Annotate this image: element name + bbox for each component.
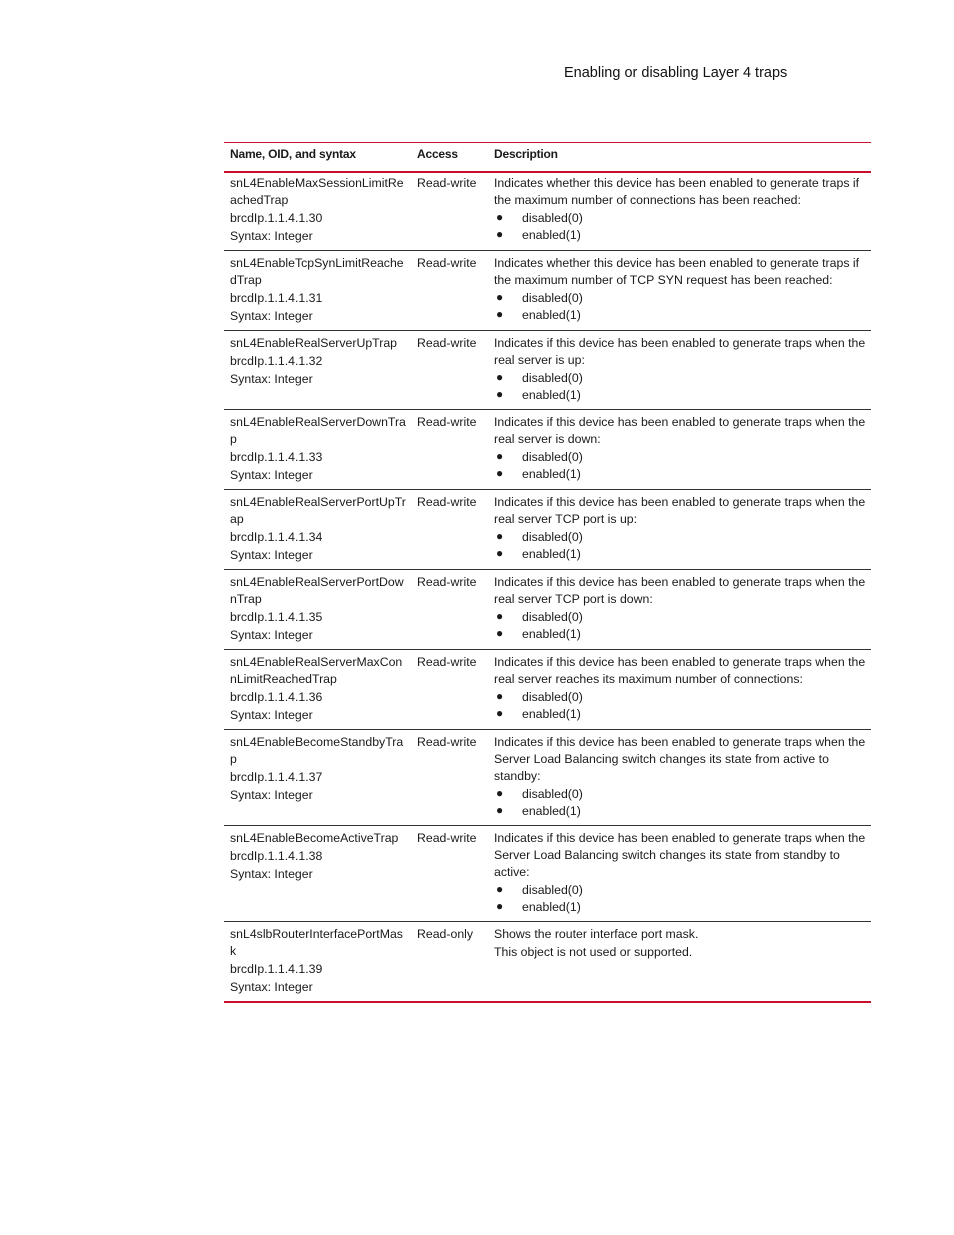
bullet-icon: ● — [496, 370, 504, 384]
bullet-icon: ● — [496, 387, 504, 401]
option-item — [494, 899, 867, 916]
name-oid-syntax-cell — [224, 826, 411, 922]
description-cell — [488, 251, 871, 331]
access-cell: Read-write — [417, 336, 477, 350]
bullet-icon: ● — [496, 786, 504, 800]
access-cell: Read-write — [417, 415, 477, 429]
description-text: Indicates if this device has been enabled to generate traps when the Server Load Balancing switch changes its state from active to standby: — [494, 735, 866, 783]
option-value: disabled(0) — [522, 291, 583, 305]
bullet-icon: ● — [496, 803, 504, 817]
description-cell — [488, 331, 871, 410]
object-name: snL4EnableRealServerPortDownTrap — [230, 575, 404, 606]
access-cell: Read-write — [417, 256, 477, 270]
column-header-access: Access — [417, 147, 458, 161]
bullet-icon: ● — [496, 882, 504, 896]
option-list — [494, 210, 867, 244]
table-row — [224, 650, 871, 730]
object-oid: brcdIp.1.1.4.1.34 — [230, 530, 323, 544]
object-oid: brcdIp.1.1.4.1.32 — [230, 354, 323, 368]
option-list — [494, 609, 867, 643]
object-syntax: Syntax: Integer — [230, 980, 313, 994]
table-row — [224, 331, 871, 410]
object-syntax: Syntax: Integer — [230, 628, 313, 642]
bullet-icon: ● — [496, 210, 504, 224]
option-list — [494, 689, 867, 723]
description-cell — [488, 490, 871, 570]
description-text: Indicates whether this device has been enabled to generate traps if the maximum number of connections has been reached: — [494, 176, 860, 207]
name-oid-syntax-cell — [224, 251, 411, 331]
object-oid: brcdIp.1.1.4.1.30 — [230, 211, 323, 225]
name-oid-syntax-cell — [224, 172, 411, 251]
description-cell — [488, 172, 871, 251]
description-text: Shows the router interface port mask. — [494, 927, 699, 941]
object-name: snL4slbRouterInterfacePortMask — [230, 927, 403, 958]
access-cell: Read-write — [417, 655, 477, 669]
object-oid: brcdIp.1.1.4.1.38 — [230, 849, 323, 863]
bullet-icon: ● — [496, 899, 504, 913]
option-list — [494, 529, 867, 563]
option-item — [494, 307, 867, 324]
object-oid: brcdIp.1.1.4.1.36 — [230, 690, 323, 704]
access-cell: Read-write — [417, 176, 477, 190]
description-cell — [488, 826, 871, 922]
bullet-icon: ● — [496, 290, 504, 304]
access-cell: Read-write — [417, 495, 477, 509]
description-cell — [488, 570, 871, 650]
description-cell — [488, 410, 871, 490]
option-item — [494, 689, 867, 706]
option-list — [494, 370, 867, 404]
option-list — [494, 449, 867, 483]
access-cell: Read-write — [417, 831, 477, 845]
mib-objects-table — [224, 142, 871, 1003]
description-text: Indicates if this device has been enabled to generate traps when the real server TCP port is up: — [494, 495, 866, 526]
access-cell: Read-only — [417, 927, 474, 941]
mib-objects-table-container — [224, 142, 871, 1003]
table-row — [224, 251, 871, 331]
option-value: disabled(0) — [522, 450, 583, 464]
name-oid-syntax-cell — [224, 410, 411, 490]
object-name: snL4EnableRealServerUpTrap — [230, 336, 398, 350]
option-item — [494, 466, 867, 483]
table-body — [224, 172, 871, 1002]
option-value: enabled(1) — [522, 627, 581, 641]
running-header-title: Enabling or disabling Layer 4 traps — [564, 65, 788, 81]
name-oid-syntax-cell — [224, 730, 411, 826]
option-value: disabled(0) — [522, 690, 583, 704]
table-header-row — [224, 143, 871, 173]
access-cell: Read-write — [417, 735, 477, 749]
object-syntax: Syntax: Integer — [230, 708, 313, 722]
option-value: enabled(1) — [522, 308, 581, 322]
object-oid: brcdIp.1.1.4.1.37 — [230, 770, 323, 784]
object-oid: brcdIp.1.1.4.1.31 — [230, 291, 323, 305]
object-oid: brcdIp.1.1.4.1.35 — [230, 610, 323, 624]
name-oid-syntax-cell — [224, 490, 411, 570]
object-syntax: Syntax: Integer — [230, 788, 313, 802]
option-value: disabled(0) — [522, 610, 583, 624]
table-row — [224, 490, 871, 570]
option-value: enabled(1) — [522, 900, 581, 914]
option-list — [494, 882, 867, 916]
table-row — [224, 922, 871, 1003]
object-name: snL4EnableTcpSynLimitReachedTrap — [230, 256, 404, 287]
bullet-icon: ● — [496, 706, 504, 720]
object-syntax: Syntax: Integer — [230, 468, 313, 482]
option-item — [494, 803, 867, 820]
option-item — [494, 609, 867, 626]
bullet-icon: ● — [496, 529, 504, 543]
object-name: snL4EnableRealServerDownTrap — [230, 415, 406, 446]
object-name: snL4EnableRealServerMaxConnLimitReachedTrap — [230, 655, 403, 686]
column-header-name: Name, OID, and syntax — [230, 147, 356, 161]
description-cell — [488, 922, 871, 1003]
table-row — [224, 826, 871, 922]
bullet-icon: ● — [496, 689, 504, 703]
object-name: snL4EnableMaxSessionLimitReachedTrap — [230, 176, 404, 207]
option-value: enabled(1) — [522, 467, 581, 481]
bullet-icon: ● — [496, 307, 504, 321]
option-item — [494, 626, 867, 643]
name-oid-syntax-cell — [224, 650, 411, 730]
description-text: Indicates if this device has been enabled to generate traps when the real server is down: — [494, 415, 866, 446]
option-value: enabled(1) — [522, 228, 581, 242]
option-value: enabled(1) — [522, 547, 581, 561]
table-row — [224, 410, 871, 490]
option-item — [494, 546, 867, 563]
description-cell — [488, 650, 871, 730]
option-value: disabled(0) — [522, 530, 583, 544]
description-text: Indicates if this device has been enabled to generate traps when the real server TCP port is down: — [494, 575, 866, 606]
object-syntax: Syntax: Integer — [230, 309, 313, 323]
option-item — [494, 227, 867, 244]
bullet-icon: ● — [496, 227, 504, 241]
option-value: disabled(0) — [522, 211, 583, 225]
option-item — [494, 529, 867, 546]
name-oid-syntax-cell — [224, 922, 411, 1003]
option-item — [494, 786, 867, 803]
object-name: snL4EnableRealServerPortUpTrap — [230, 495, 406, 526]
option-list — [494, 290, 867, 324]
option-item — [494, 882, 867, 899]
option-item — [494, 290, 867, 307]
option-value: disabled(0) — [522, 787, 583, 801]
description-text: Indicates if this device has been enabled to generate traps when the real server reaches its maximum number of connections: — [494, 655, 866, 686]
object-syntax: Syntax: Integer — [230, 372, 313, 386]
bullet-icon: ● — [496, 626, 504, 640]
option-value: enabled(1) — [522, 388, 581, 402]
description-cell — [488, 730, 871, 826]
description-text: Indicates if this device has been enabled to generate traps when the Server Load Balancing switch changes its state from standby to active: — [494, 831, 866, 879]
name-oid-syntax-cell — [224, 570, 411, 650]
description-note: This object is not used or supported. — [494, 945, 693, 959]
access-cell: Read-write — [417, 575, 477, 589]
option-list — [494, 786, 867, 820]
option-item — [494, 449, 867, 466]
option-value: enabled(1) — [522, 707, 581, 721]
option-item — [494, 387, 867, 404]
table-row — [224, 730, 871, 826]
object-syntax: Syntax: Integer — [230, 229, 313, 243]
object-name: snL4EnableBecomeActiveTrap — [230, 831, 399, 845]
name-oid-syntax-cell — [224, 331, 411, 410]
option-value: enabled(1) — [522, 804, 581, 818]
object-name: snL4EnableBecomeStandbyTrap — [230, 735, 404, 766]
object-syntax: Syntax: Integer — [230, 548, 313, 562]
description-text: Indicates whether this device has been enabled to generate traps if the maximum number of TCP SYN request has been reached: — [494, 256, 860, 287]
option-value: disabled(0) — [522, 371, 583, 385]
option-item — [494, 706, 867, 723]
object-syntax: Syntax: Integer — [230, 867, 313, 881]
object-oid: brcdIp.1.1.4.1.33 — [230, 450, 323, 464]
object-oid: brcdIp.1.1.4.1.39 — [230, 962, 323, 976]
bullet-icon: ● — [496, 609, 504, 623]
bullet-icon: ● — [496, 449, 504, 463]
description-text: Indicates if this device has been enabled to generate traps when the real server is up: — [494, 336, 866, 367]
bullet-icon: ● — [496, 546, 504, 560]
option-item — [494, 370, 867, 387]
option-item — [494, 210, 867, 227]
table-row — [224, 570, 871, 650]
table-row — [224, 172, 871, 251]
option-value: disabled(0) — [522, 883, 583, 897]
column-header-description: Description — [494, 147, 558, 161]
bullet-icon: ● — [496, 466, 504, 480]
